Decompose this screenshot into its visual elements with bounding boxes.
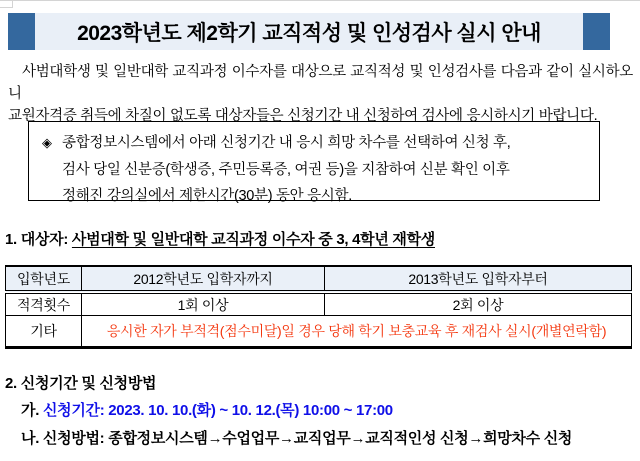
notice-line-1 [42, 130, 589, 157]
screen-edge-artifact [0, 0, 640, 1]
row-label-qualify-count: 적격횟수 [6, 292, 82, 316]
notice-box [28, 121, 600, 204]
header-cell-admission-year: 입학년도 [6, 266, 82, 292]
table-row-etc [6, 316, 632, 348]
qualify-count-until-2012: 1회 이상 [82, 292, 325, 316]
row-label-etc: 기타 [6, 316, 82, 348]
notice-line-1-text: 종합정보시스템에서 아래 신청기간 내 응시 희망 차수를 선택하여 신청 후, [62, 135, 511, 151]
header-cell-until-2012: 2012학년도 입학자까지 [82, 266, 325, 292]
title-accent-block-left [8, 13, 35, 50]
section1-heading [5, 228, 435, 249]
diamond-bullet-icon: ◈ [42, 135, 52, 150]
title-accent-block-right [583, 13, 610, 50]
section2-item-b: 나. 신청방법: 종합정보시스템→수업업무→교직업무→교직적인성 신청→희망차수 신청 [21, 430, 573, 447]
section1-heading-prefix: 1. 대상자: [5, 231, 72, 248]
section2-item-a [21, 399, 393, 420]
screen-edge-artifact [12, 0, 13, 8]
header-cell-from-2013: 2013학년도 입학자부터 [325, 266, 632, 292]
notice-line-2: 검사 당일 신분증(학생증, 주민등록증, 여권 등)을 지참하여 신분 확인 이후 [62, 161, 510, 178]
intro-line-2: 교원자격증 취득에 차질이 없도록 대상자들은 신청기간 내 신청하여 검사에 응시하시기 바랍니다. [8, 108, 598, 124]
application-period-text: 신청기간: 2023. 10. 10.(화) ~ 10. 12.(목) 10:00 ~ 17:00 [42, 402, 393, 419]
intro-line-1: 사범대학생 및 일반대학 교직과정 이수자를 대상으로 교직적성 및 인성검사를 다음과 같이 실시하오니 [8, 64, 633, 102]
page-title: 2023학년도 제2학기 교직적성 및 인성검사 실시 안내 [77, 21, 541, 45]
item-a-prefix: 가. [21, 402, 43, 419]
table-header-row [6, 266, 632, 292]
intro-paragraph [8, 61, 633, 127]
eligibility-table [5, 265, 632, 349]
etc-note-text: 응시한 자가 부적격(점수미달)일 경우 당해 학기 보충교육 후 재검사 실시(개별연락함) [82, 316, 632, 348]
section2-heading: 2. 신청기간 및 신청방법 [5, 375, 157, 392]
notice-line-3: 정해진 강의실에서 제한시간(30분) 동안 응시함. [62, 188, 352, 204]
qualify-count-from-2013: 2회 이상 [325, 292, 632, 316]
title-banner [8, 13, 610, 50]
section1-heading-target: 사범대학 및 일반대학 교직과정 이수자 중 3, 4학년 재학생 [71, 231, 435, 248]
table-row-qualify-count [6, 292, 632, 316]
screen-edge-artifact [0, 7, 12, 8]
